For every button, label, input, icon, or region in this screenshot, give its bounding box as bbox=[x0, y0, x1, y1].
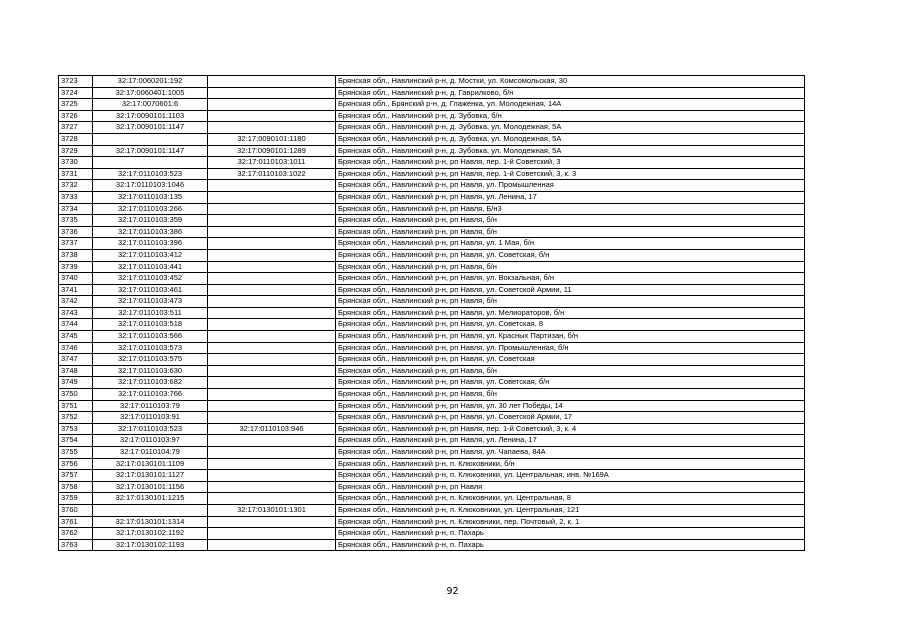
table-row bbox=[59, 284, 805, 296]
cadastral-number-cell: 32:17:0130101:1156 bbox=[93, 481, 208, 493]
address-cell: Брянская обл., Навлинский р-н, рп Навля, ул. Промышленная bbox=[336, 180, 805, 192]
address-cell: Брянская обл., Навлинский р-н, рп Навля, ул. Советской Армии, 17 bbox=[336, 412, 805, 424]
related-cadastral-number-cell bbox=[208, 226, 336, 238]
address-cell: Брянская обл., Навлинский р-н, д. Мостки, ул. Комсомольская, 30 bbox=[336, 76, 805, 88]
row-number-cell: 3748 bbox=[59, 365, 93, 377]
cadastral-number-cell: 32:17:0110103:79 bbox=[93, 400, 208, 412]
address-cell: Брянская обл., Навлинский р-н, д. Зубовка, б/н bbox=[336, 110, 805, 122]
address-cell: Брянская обл., Навлинский р-н, д. Гаврилково, б/н bbox=[336, 87, 805, 99]
cadastral-number-cell: 32:17:0110103:412 bbox=[93, 249, 208, 261]
row-number-cell: 3762 bbox=[59, 528, 93, 540]
row-number-cell: 3760 bbox=[59, 504, 93, 516]
address-cell: Брянская обл., Навлинский р-н, рп Навля, ул. Советская, б/н bbox=[336, 377, 805, 389]
table-row bbox=[59, 122, 805, 134]
address-cell: Брянская обл., Навлинский р-н, п. Клюковники, пер. Почтовый, 2, к. 1 bbox=[336, 516, 805, 528]
address-cell: Брянская обл., Навлинский р-н, п. Клюковники, б/н bbox=[336, 458, 805, 470]
row-number-cell: 3743 bbox=[59, 307, 93, 319]
table-row bbox=[59, 99, 805, 111]
table-row bbox=[59, 493, 805, 505]
address-cell: Брянская обл., Навлинский р-н, рп Навля, ул. Ленина, 17 bbox=[336, 435, 805, 447]
cadastral-number-cell bbox=[93, 157, 208, 169]
table-row bbox=[59, 435, 805, 447]
table-row bbox=[59, 504, 805, 516]
cadastral-number-cell: 32:17:0130101:1109 bbox=[93, 458, 208, 470]
related-cadastral-number-cell: 32:17:0090101:1289 bbox=[208, 145, 336, 157]
row-number-cell: 3732 bbox=[59, 180, 93, 192]
row-number-cell: 3742 bbox=[59, 296, 93, 308]
related-cadastral-number-cell bbox=[208, 284, 336, 296]
row-number-cell: 3753 bbox=[59, 423, 93, 435]
cadastral-number-cell bbox=[93, 133, 208, 145]
address-cell: Брянская обл., Навлинский р-н, п. Клюковники, ул. Центральная, инв. №169А bbox=[336, 470, 805, 482]
table-row bbox=[59, 157, 805, 169]
property-registry-table bbox=[58, 75, 805, 551]
related-cadastral-number-cell: 32:17:0130101:1301 bbox=[208, 504, 336, 516]
address-cell: Брянская обл., Навлинский р-н, рп Навля, ул. Ленина, 17 bbox=[336, 191, 805, 203]
row-number-cell: 3747 bbox=[59, 354, 93, 366]
related-cadastral-number-cell bbox=[208, 238, 336, 250]
row-number-cell: 3728 bbox=[59, 133, 93, 145]
address-cell: Брянская обл., Навлинский р-н, рп Навля, б/н bbox=[336, 226, 805, 238]
address-cell: Брянская обл., Навлинский р-н, рп Навля, ул. 1 Мая, б/н bbox=[336, 238, 805, 250]
table-row bbox=[59, 203, 805, 215]
table-row bbox=[59, 307, 805, 319]
row-number-cell: 3750 bbox=[59, 389, 93, 401]
address-cell: Брянская обл., Навлинский р-н, д. Зубовка, ул. Молодежная, 5А bbox=[336, 122, 805, 134]
address-cell: Брянская обл., Навлинский р-н, рп Навля, б/н bbox=[336, 296, 805, 308]
address-cell: Брянская обл., Навлинский р-н, рп Навля, пер. 1-й Советский, 3, к. 3 bbox=[336, 168, 805, 180]
row-number-cell: 3745 bbox=[59, 331, 93, 343]
table-row bbox=[59, 354, 805, 366]
table-row bbox=[59, 168, 805, 180]
address-cell: Брянская обл., Навлинский р-н, д. Зубовка, ул. Молодежная, 5А bbox=[336, 133, 805, 145]
cadastral-number-cell: 32:17:0110103:523 bbox=[93, 423, 208, 435]
row-number-cell: 3759 bbox=[59, 493, 93, 505]
table-row bbox=[59, 133, 805, 145]
related-cadastral-number-cell bbox=[208, 389, 336, 401]
row-number-cell: 3741 bbox=[59, 284, 93, 296]
row-number-cell: 3734 bbox=[59, 203, 93, 215]
related-cadastral-number-cell bbox=[208, 365, 336, 377]
related-cadastral-number-cell bbox=[208, 87, 336, 99]
table-row bbox=[59, 423, 805, 435]
row-number-cell: 3729 bbox=[59, 145, 93, 157]
cadastral-number-cell: 32:17:0110103:473 bbox=[93, 296, 208, 308]
address-cell: Брянская обл., Навлинский р-н, рп Навля bbox=[336, 481, 805, 493]
row-number-cell: 3736 bbox=[59, 226, 93, 238]
row-number-cell: 3763 bbox=[59, 539, 93, 551]
cadastral-number-cell: 32:17:0130101:1314 bbox=[93, 516, 208, 528]
row-number-cell: 3756 bbox=[59, 458, 93, 470]
related-cadastral-number-cell bbox=[208, 412, 336, 424]
address-cell: Брянская обл., Навлинский р-н, рп Навля, ул. Чапаева, 84А bbox=[336, 447, 805, 459]
address-cell: Брянская обл., Навлинский р-н, рп Навля, ул. Красных Партизан, б/н bbox=[336, 331, 805, 343]
cadastral-number-cell: 32:17:0110103:396 bbox=[93, 238, 208, 250]
cadastral-number-cell: 32:17:0110103:266 bbox=[93, 203, 208, 215]
row-number-cell: 3725 bbox=[59, 99, 93, 111]
address-cell: Брянская обл., Навлинский р-н, рп Навля, пер. 1-й Советский, 3, к. 4 bbox=[336, 423, 805, 435]
row-number-cell: 3723 bbox=[59, 76, 93, 88]
related-cadastral-number-cell bbox=[208, 296, 336, 308]
address-cell: Брянская обл., Навлинский р-н, рп Навля, Б/н3 bbox=[336, 203, 805, 215]
table-row bbox=[59, 365, 805, 377]
row-number-cell: 3761 bbox=[59, 516, 93, 528]
cadastral-number-cell bbox=[93, 504, 208, 516]
address-cell: Брянская обл., Навлинский р-н, д. Зубовка, ул. Молодежная, 5А bbox=[336, 145, 805, 157]
related-cadastral-number-cell bbox=[208, 354, 336, 366]
row-number-cell: 3726 bbox=[59, 110, 93, 122]
row-number-cell: 3730 bbox=[59, 157, 93, 169]
related-cadastral-number-cell bbox=[208, 99, 336, 111]
table-row bbox=[59, 145, 805, 157]
address-cell: Брянская обл., Навлинский р-н, рп Навля, б/н bbox=[336, 389, 805, 401]
address-cell: Брянская обл., Навлинский р-н, рп Навля, ул. Советской Армии, 11 bbox=[336, 284, 805, 296]
related-cadastral-number-cell bbox=[208, 191, 336, 203]
related-cadastral-number-cell bbox=[208, 273, 336, 285]
related-cadastral-number-cell bbox=[208, 447, 336, 459]
cadastral-number-cell: 32:17:0130101:1127 bbox=[93, 470, 208, 482]
cadastral-number-cell: 32:17:0110103:573 bbox=[93, 342, 208, 354]
related-cadastral-number-cell: 32:17:0110103:1011 bbox=[208, 157, 336, 169]
cadastral-number-cell: 32:17:0110103:461 bbox=[93, 284, 208, 296]
related-cadastral-number-cell bbox=[208, 249, 336, 261]
related-cadastral-number-cell bbox=[208, 180, 336, 192]
related-cadastral-number-cell bbox=[208, 110, 336, 122]
address-cell: Брянская обл., Брянский р-н, д. Глаженка, ул. Молодежная, 14А bbox=[336, 99, 805, 111]
cadastral-number-cell: 32:17:0110103:359 bbox=[93, 215, 208, 227]
cadastral-number-cell: 32:17:0090101:1147 bbox=[93, 122, 208, 134]
address-cell: Брянская обл., Навлинский р-н, рп Навля, ул. Вокзальная, б/н bbox=[336, 273, 805, 285]
cadastral-number-cell: 32:17:0130102:1192 bbox=[93, 528, 208, 540]
related-cadastral-number-cell: 32:17:0110103:1022 bbox=[208, 168, 336, 180]
cadastral-number-cell: 32:17:0110103:511 bbox=[93, 307, 208, 319]
row-number-cell: 3738 bbox=[59, 249, 93, 261]
row-number-cell: 3754 bbox=[59, 435, 93, 447]
table-row bbox=[59, 76, 805, 88]
cadastral-number-cell: 32:17:0110103:97 bbox=[93, 435, 208, 447]
table-row bbox=[59, 539, 805, 551]
related-cadastral-number-cell bbox=[208, 342, 336, 354]
row-number-cell: 3755 bbox=[59, 447, 93, 459]
cadastral-number-cell: 32:17:0110103:766 bbox=[93, 389, 208, 401]
row-number-cell: 3733 bbox=[59, 191, 93, 203]
row-number-cell: 3751 bbox=[59, 400, 93, 412]
address-cell: Брянская обл., Навлинский р-н, рп Навля, ул. Советская, б/н bbox=[336, 249, 805, 261]
table-row bbox=[59, 226, 805, 238]
row-number-cell: 3724 bbox=[59, 87, 93, 99]
table-row bbox=[59, 273, 805, 285]
address-cell: Брянская обл., Навлинский р-н, рп Навля, ул. Советская, 8 bbox=[336, 319, 805, 331]
table-row bbox=[59, 412, 805, 424]
address-cell: Брянская обл., Навлинский р-н, рп Навля, б/н bbox=[336, 215, 805, 227]
related-cadastral-number-cell bbox=[208, 400, 336, 412]
table-row bbox=[59, 342, 805, 354]
table-row bbox=[59, 319, 805, 331]
table-row bbox=[59, 296, 805, 308]
table-row bbox=[59, 458, 805, 470]
cadastral-number-cell: 32:17:0110103:452 bbox=[93, 273, 208, 285]
cadastral-number-cell: 32:17:0110103:1046 bbox=[93, 180, 208, 192]
table-row bbox=[59, 180, 805, 192]
page-number: 92 bbox=[446, 586, 459, 597]
address-cell: Брянская обл., Навлинский р-н, рп Навля, ул. Мелиораторов, б/н bbox=[336, 307, 805, 319]
registry-table-body bbox=[59, 76, 805, 551]
cadastral-number-cell: 32:17:0110103:386 bbox=[93, 226, 208, 238]
related-cadastral-number-cell bbox=[208, 261, 336, 273]
row-number-cell: 3731 bbox=[59, 168, 93, 180]
table-row bbox=[59, 447, 805, 459]
cadastral-number-cell: 32:17:0110103:135 bbox=[93, 191, 208, 203]
cadastral-number-cell: 32:17:0130102:1193 bbox=[93, 539, 208, 551]
address-cell: Брянская обл., Навлинский р-н, рп Навля, б/н bbox=[336, 365, 805, 377]
address-cell: Брянская обл., Навлинский р-н, п. Пахарь bbox=[336, 539, 805, 551]
row-number-cell: 3752 bbox=[59, 412, 93, 424]
table-row bbox=[59, 528, 805, 540]
table-row bbox=[59, 110, 805, 122]
address-cell: Брянская обл., Навлинский р-н, рп Навля, б/н bbox=[336, 261, 805, 273]
cadastral-number-cell: 32:17:0060201:192 bbox=[93, 76, 208, 88]
table-row bbox=[59, 389, 805, 401]
related-cadastral-number-cell: 32:17:0110103:946 bbox=[208, 423, 336, 435]
table-row bbox=[59, 87, 805, 99]
table-row bbox=[59, 377, 805, 389]
related-cadastral-number-cell bbox=[208, 203, 336, 215]
related-cadastral-number-cell bbox=[208, 331, 336, 343]
row-number-cell: 3746 bbox=[59, 342, 93, 354]
related-cadastral-number-cell bbox=[208, 470, 336, 482]
related-cadastral-number-cell bbox=[208, 539, 336, 551]
table-row bbox=[59, 481, 805, 493]
address-cell: Брянская обл., Навлинский р-н, рп Навля, пер. 1-й Советский, 3 bbox=[336, 157, 805, 169]
table-row bbox=[59, 470, 805, 482]
table-row bbox=[59, 516, 805, 528]
cadastral-number-cell: 32:17:0110103:441 bbox=[93, 261, 208, 273]
cadastral-number-cell: 32:17:0060401:1005 bbox=[93, 87, 208, 99]
address-cell: Брянская обл., Навлинский р-н, рп Навля, ул. Советская bbox=[336, 354, 805, 366]
table-row bbox=[59, 191, 805, 203]
row-number-cell: 3749 bbox=[59, 377, 93, 389]
row-number-cell: 3758 bbox=[59, 481, 93, 493]
cadastral-number-cell: 32:17:0130101:1215 bbox=[93, 493, 208, 505]
cadastral-number-cell: 32:17:0110103:575 bbox=[93, 354, 208, 366]
related-cadastral-number-cell bbox=[208, 215, 336, 227]
cadastral-number-cell: 32:17:0110104:79 bbox=[93, 447, 208, 459]
row-number-cell: 3727 bbox=[59, 122, 93, 134]
row-number-cell: 3757 bbox=[59, 470, 93, 482]
address-cell: Брянская обл., Навлинский р-н, п. Клюковники, ул. Центральная, 8 bbox=[336, 493, 805, 505]
cadastral-number-cell: 32:17:0090101:1147 bbox=[93, 145, 208, 157]
related-cadastral-number-cell bbox=[208, 76, 336, 88]
cadastral-number-cell: 32:17:0110103:523 bbox=[93, 168, 208, 180]
related-cadastral-number-cell bbox=[208, 481, 336, 493]
related-cadastral-number-cell bbox=[208, 516, 336, 528]
cadastral-number-cell: 32:17:0070601:6 bbox=[93, 99, 208, 111]
cadastral-number-cell: 32:17:0090101:1103 bbox=[93, 110, 208, 122]
cadastral-number-cell: 32:17:0110103:518 bbox=[93, 319, 208, 331]
related-cadastral-number-cell bbox=[208, 377, 336, 389]
row-number-cell: 3735 bbox=[59, 215, 93, 227]
address-cell: Брянская обл., Навлинский р-н, п. Клюковники, ул. Центральная, 121 bbox=[336, 504, 805, 516]
address-cell: Брянская обл., Навлинский р-н, рп Навля, ул. Промышленная, б/н bbox=[336, 342, 805, 354]
table-row bbox=[59, 249, 805, 261]
cadastral-number-cell: 32:17:0110103:91 bbox=[93, 412, 208, 424]
row-number-cell: 3737 bbox=[59, 238, 93, 250]
related-cadastral-number-cell: 32:17:0090101:1180 bbox=[208, 133, 336, 145]
related-cadastral-number-cell bbox=[208, 319, 336, 331]
row-number-cell: 3740 bbox=[59, 273, 93, 285]
table-row bbox=[59, 215, 805, 227]
row-number-cell: 3744 bbox=[59, 319, 93, 331]
table-row bbox=[59, 400, 805, 412]
address-cell: Брянская обл., Навлинский р-н, п. Пахарь bbox=[336, 528, 805, 540]
related-cadastral-number-cell bbox=[208, 528, 336, 540]
cadastral-number-cell: 32:17:0110103:682 bbox=[93, 377, 208, 389]
related-cadastral-number-cell bbox=[208, 493, 336, 505]
cadastral-number-cell: 32:17:0110103:630 bbox=[93, 365, 208, 377]
related-cadastral-number-cell bbox=[208, 122, 336, 134]
cadastral-number-cell: 32:17:0110103:566 bbox=[93, 331, 208, 343]
related-cadastral-number-cell bbox=[208, 458, 336, 470]
row-number-cell: 3739 bbox=[59, 261, 93, 273]
related-cadastral-number-cell bbox=[208, 435, 336, 447]
table-row bbox=[59, 331, 805, 343]
address-cell: Брянская обл., Навлинский р-н, рп Навля, ул. 30 лет Победы, 14 bbox=[336, 400, 805, 412]
related-cadastral-number-cell bbox=[208, 307, 336, 319]
table-row bbox=[59, 261, 805, 273]
table-row bbox=[59, 238, 805, 250]
